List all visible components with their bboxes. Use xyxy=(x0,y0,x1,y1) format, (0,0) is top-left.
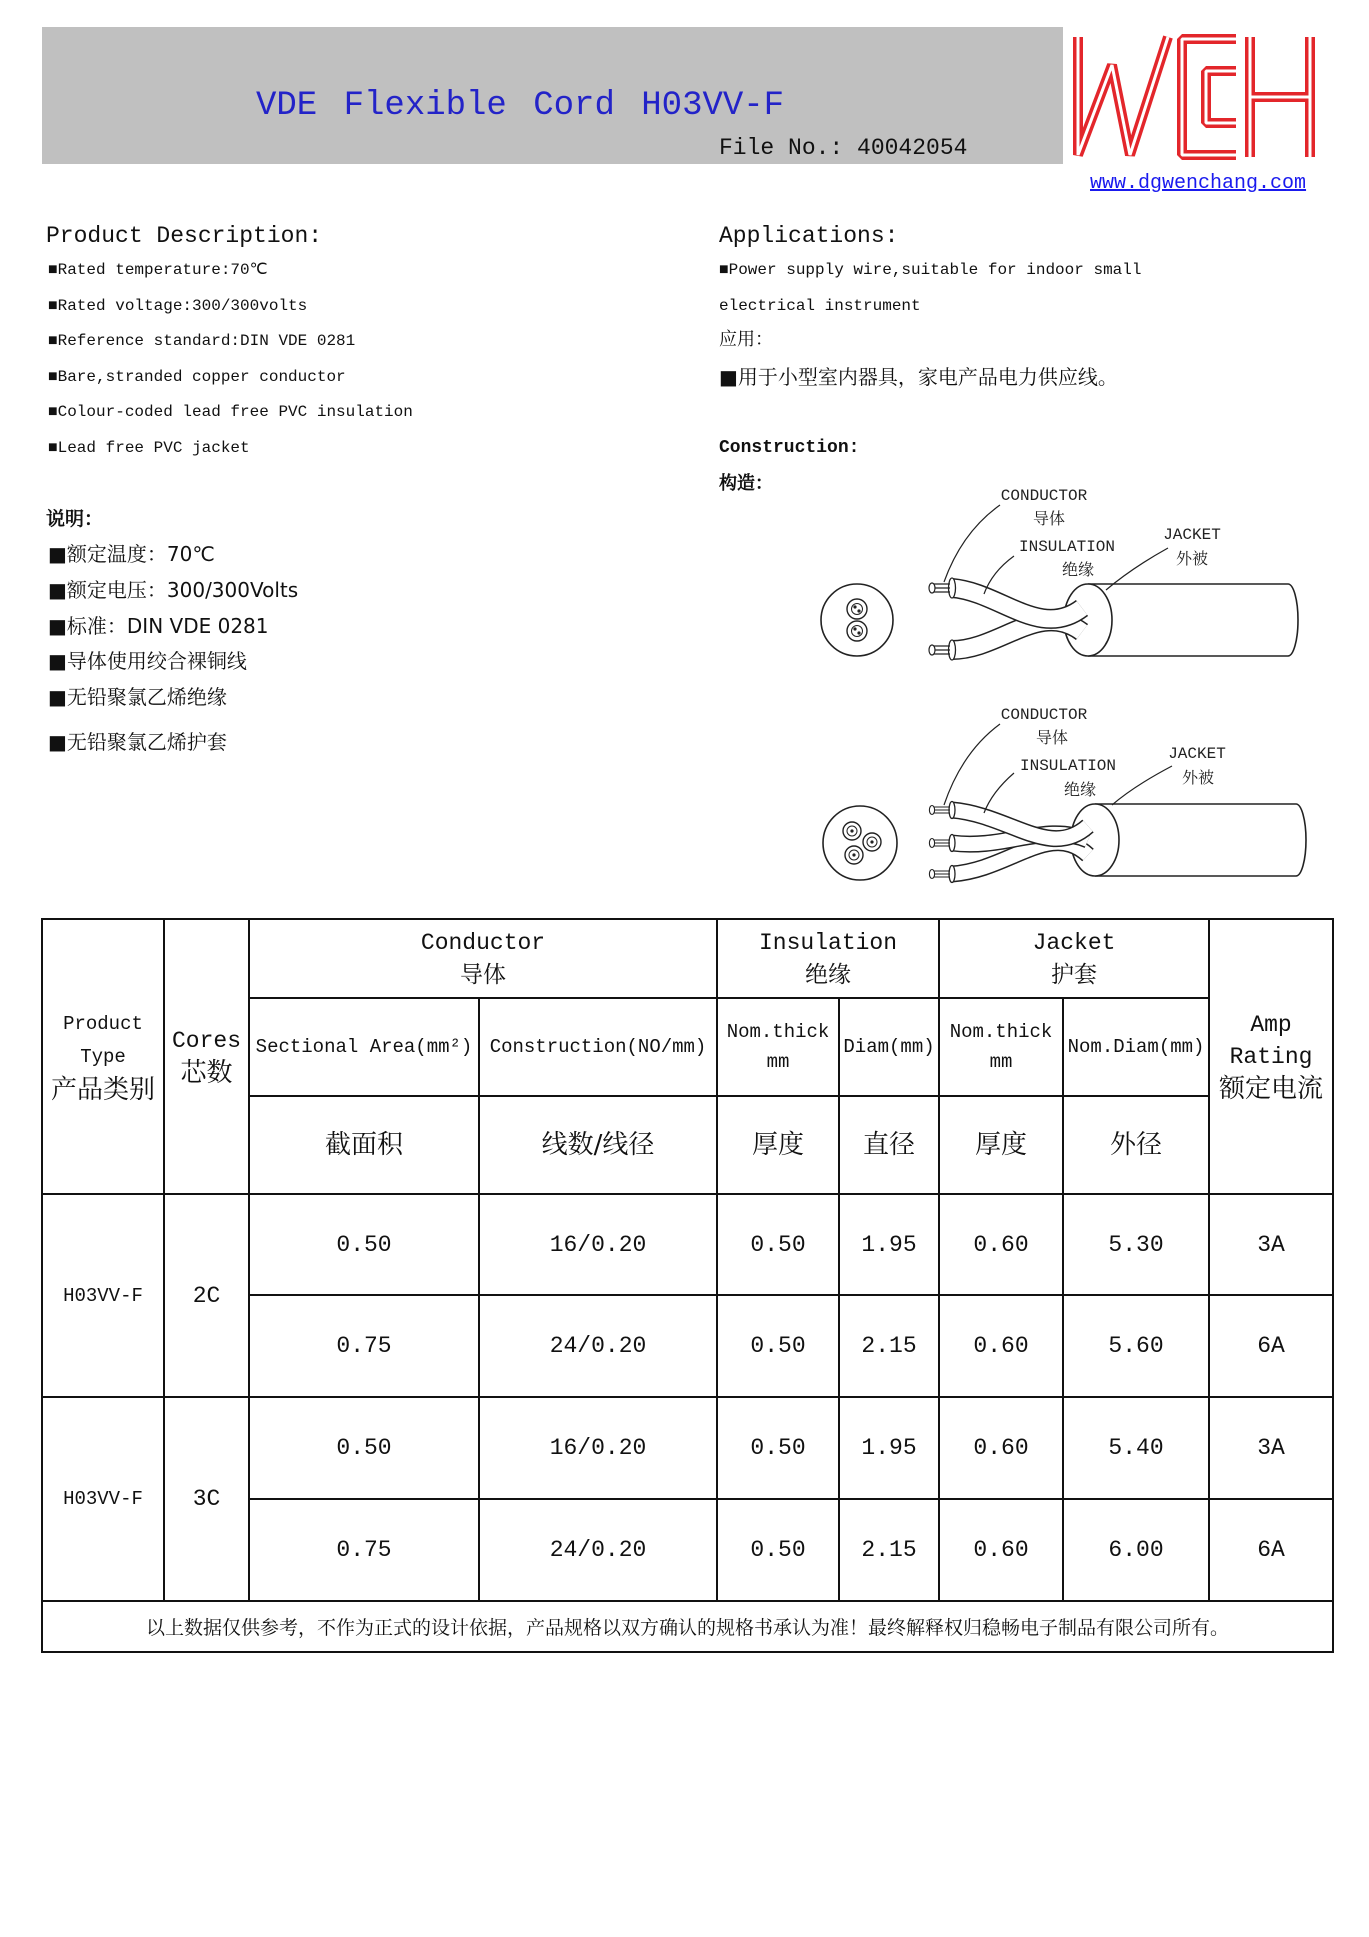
cross-section-3-core xyxy=(823,806,897,880)
label-conductor: CONDUCTOR xyxy=(1000,487,1088,505)
amp-rating-header xyxy=(1209,919,1333,1194)
insulation-diam-cell: 1.95 xyxy=(839,1194,939,1295)
strand-dot xyxy=(853,627,856,630)
header-line: Construction(NO/mm) xyxy=(489,1036,707,1058)
strand-dot xyxy=(853,605,856,608)
conductor-tip xyxy=(929,645,935,655)
header-line: 产品类别 xyxy=(50,1074,155,1105)
insulation-thick-cell: 0.50 xyxy=(717,1499,839,1601)
conductor-leader xyxy=(944,505,1000,582)
jacket-body xyxy=(1095,804,1306,876)
label-conductor-cn: 导体 xyxy=(1035,728,1069,747)
insulation-thick-cn-header xyxy=(717,1096,839,1194)
cn-spec-item: ■导体使用绞合裸铜线 xyxy=(48,649,247,673)
cn-applications-heading: 应用： xyxy=(719,329,773,350)
product-description-heading: Product Description: xyxy=(46,223,323,249)
conductor-header xyxy=(249,919,717,998)
website-link[interactable]: www.dgwenchang.com xyxy=(1090,172,1307,195)
cn-spec-item: ■无铅聚氯乙烯绝缘 xyxy=(48,685,227,709)
conductor-strands xyxy=(932,584,950,654)
construction-cell: 16/0.20 xyxy=(479,1194,717,1295)
jacket-thick-cell: 0.60 xyxy=(939,1194,1063,1295)
wire-fill xyxy=(952,810,1088,839)
conductor-leader xyxy=(944,724,1000,805)
construction-header xyxy=(479,998,717,1096)
header-line: Nom.thick xyxy=(726,1021,830,1043)
conductor-tip xyxy=(929,806,934,815)
jacket-thick-cell: 0.60 xyxy=(939,1499,1063,1601)
logo-strokes xyxy=(1078,37,1310,157)
header-line: Insulation xyxy=(759,929,898,956)
logo-letter-c xyxy=(1182,39,1236,155)
amp-cell: 3A xyxy=(1209,1194,1333,1295)
table-row xyxy=(42,1397,1333,1499)
header-line: Conductor xyxy=(420,929,546,956)
jacket-diam-cell: 6.00 xyxy=(1063,1499,1209,1601)
application-line: electrical instrument xyxy=(719,297,921,315)
label-insulation-cn: 绝缘 xyxy=(1063,780,1097,799)
header-line: Type xyxy=(80,1045,126,1068)
jacket-thick-cell: 0.60 xyxy=(939,1295,1063,1397)
header-line: Diam(mm) xyxy=(843,1036,935,1058)
header-line: Nom.thick xyxy=(949,1021,1053,1043)
jacket-diam-cell: 5.40 xyxy=(1063,1397,1209,1499)
jacket-diam-header xyxy=(1063,998,1209,1096)
cross-section-jacket xyxy=(821,584,893,656)
cross-section-core xyxy=(847,599,867,619)
insulation-thick-cell: 0.50 xyxy=(717,1194,839,1295)
construction-cell: 16/0.20 xyxy=(479,1397,717,1499)
header-line: Sectional Area(mm²) xyxy=(255,1036,473,1058)
diagram-2-core xyxy=(821,505,1298,660)
header-line: Jacket xyxy=(1032,929,1116,956)
insulation-thick-cell: 0.50 xyxy=(717,1295,839,1397)
header-line: Nom.Diam(mm) xyxy=(1067,1036,1205,1058)
header-line: 厚度 xyxy=(975,1130,1028,1160)
label-conductor: CONDUCTOR xyxy=(1000,706,1088,724)
header-line: 绝缘 xyxy=(805,961,852,988)
construction-cell: 24/0.20 xyxy=(479,1295,717,1397)
insulation-diam-cell: 2.15 xyxy=(839,1295,939,1397)
amp-cell: 6A xyxy=(1209,1499,1333,1601)
file-number: File No.: 40042054 xyxy=(719,135,968,161)
spec-item: ■Bare,stranded copper conductor xyxy=(48,368,346,386)
applications-heading: Applications: xyxy=(719,223,899,249)
table-row xyxy=(42,1194,1333,1295)
area-cell: 0.75 xyxy=(249,1295,479,1397)
jacket-leader xyxy=(1112,766,1172,805)
insulation-diam-cn-header xyxy=(839,1096,939,1194)
header-line: Amp xyxy=(1250,1011,1292,1038)
cn-application-line: ■用于小型室内器具，家电产品电力供应线。 xyxy=(719,365,1118,389)
logo-letter-w xyxy=(1078,37,1168,155)
jacket-diam-cell: 5.60 xyxy=(1063,1295,1209,1397)
cn-spec-item: ■无铅聚氯乙烯护套 xyxy=(48,730,227,754)
strand-dot xyxy=(857,609,860,612)
header-line: 厚度 xyxy=(752,1130,805,1160)
label-insulation-cn: 绝缘 xyxy=(1061,560,1095,579)
cn-construction-heading: 构造： xyxy=(719,473,773,494)
page-title: VDE Flexible Cord H03VV-F xyxy=(256,87,785,125)
cn-description-heading: 说明： xyxy=(46,508,104,530)
strand-dot xyxy=(850,829,853,832)
insulation-diam-cell: 2.15 xyxy=(839,1499,939,1601)
insulation-thick-cell: 0.50 xyxy=(717,1397,839,1499)
header-line: Rating xyxy=(1229,1043,1313,1070)
cores-header xyxy=(164,919,249,1194)
jacket-body xyxy=(1088,584,1298,656)
area-cell: 0.75 xyxy=(249,1499,479,1601)
jacket-thick-header xyxy=(939,998,1063,1096)
spec-item: ■Rated voltage:300/300volts xyxy=(48,297,308,315)
construction-cell: 24/0.20 xyxy=(479,1499,717,1601)
application-line: ■Power supply wire,suitable for indoor small xyxy=(719,261,1142,279)
header-line: 外径 xyxy=(1110,1130,1163,1160)
header-line: 额定电流 xyxy=(1219,1073,1324,1104)
spec-table xyxy=(41,918,1334,1653)
header-line: mm xyxy=(989,1051,1013,1073)
header-line: Cores xyxy=(171,1027,241,1054)
wire-fill xyxy=(952,588,1082,619)
header-line: 直径 xyxy=(863,1130,916,1160)
header-line: 护套 xyxy=(1051,961,1098,988)
spec-item: ■Reference standard:DIN VDE 0281 xyxy=(48,332,356,350)
label-jacket-cn: 外被 xyxy=(1175,549,1209,568)
product-type-cell: H03VV-F xyxy=(42,1397,164,1601)
construction-diagrams xyxy=(800,470,1320,890)
spec-item: ■Lead free PVC jacket xyxy=(48,439,250,457)
header-row-groups xyxy=(42,919,1333,998)
construction-cn-header xyxy=(479,1096,717,1194)
insulation-thick-header xyxy=(717,998,839,1096)
cross-section-core xyxy=(847,621,867,641)
label-insulation: INSULATION xyxy=(1018,538,1116,556)
conductor-tip xyxy=(929,839,934,848)
strand-dot xyxy=(852,853,855,856)
header-line: 导体 xyxy=(460,961,506,988)
cross-section-2-core xyxy=(821,584,893,656)
strand-dot xyxy=(857,631,860,634)
header-line: mm xyxy=(766,1051,790,1073)
label-jacket: JACKET xyxy=(1168,745,1226,763)
cn-spec-item: ■额定电压：300/300Volts xyxy=(48,578,299,602)
header-line: 截面积 xyxy=(324,1130,403,1160)
jacket-thick-cn-header xyxy=(939,1096,1063,1194)
label-insulation: INSULATION xyxy=(1019,757,1117,775)
cross-section-jacket xyxy=(823,806,897,880)
jacket-thick-cell: 0.60 xyxy=(939,1397,1063,1499)
insulation-diam-header xyxy=(839,998,939,1096)
product-type-header xyxy=(42,919,164,1194)
area-cell: 0.50 xyxy=(249,1397,479,1499)
header-line: 芯数 xyxy=(180,1057,233,1088)
footer-row xyxy=(42,1601,1333,1652)
wch-logo xyxy=(1068,31,1317,162)
header-line: Product xyxy=(63,1012,143,1035)
area-cell: 0.50 xyxy=(249,1194,479,1295)
spec-item: ■Rated temperature:70℃ xyxy=(48,261,268,279)
cores-cell: 3C xyxy=(164,1397,249,1601)
jacket-header xyxy=(939,919,1209,998)
sectional-area-cn-header xyxy=(249,1096,479,1194)
cn-spec-item: ■标准：DIN VDE 0281 xyxy=(48,614,269,638)
label-jacket-cn: 外被 xyxy=(1181,768,1215,787)
disclaimer-text: 以上数据仅供参考，不作为正式的设计依据，产品规格以双方确认的规格书承认为准！最终解释权归稳畅电子制品有限公司所有。 xyxy=(42,1601,1333,1652)
conductor-tip xyxy=(929,583,935,593)
jacket-diam-cell: 5.30 xyxy=(1063,1194,1209,1295)
insulation-diam-cell: 1.95 xyxy=(839,1397,939,1499)
amp-cell: 6A xyxy=(1209,1295,1333,1397)
product-type-cell: H03VV-F xyxy=(42,1194,164,1397)
amp-cell: 3A xyxy=(1209,1397,1333,1499)
insulation-header xyxy=(717,919,939,998)
jacket-diam-cn-header xyxy=(1063,1096,1209,1194)
strand-dot xyxy=(870,840,873,843)
insulation-leader xyxy=(984,773,1014,813)
label-jacket: JACKET xyxy=(1163,526,1221,544)
label-conductor-cn: 导体 xyxy=(1032,509,1066,528)
logo-inline-h xyxy=(1250,37,1310,157)
cn-spec-item: ■额定温度：70℃ xyxy=(48,542,215,566)
diagram-3-core xyxy=(823,724,1306,883)
header-line: 线数/线径 xyxy=(541,1130,655,1160)
spec-item: ■Colour-coded lead free PVC insulation xyxy=(48,403,413,421)
sectional-area-header xyxy=(249,998,479,1096)
cores-cell: 2C xyxy=(164,1194,249,1397)
construction-heading: Construction: xyxy=(719,438,860,458)
conductor-tip xyxy=(929,870,934,879)
